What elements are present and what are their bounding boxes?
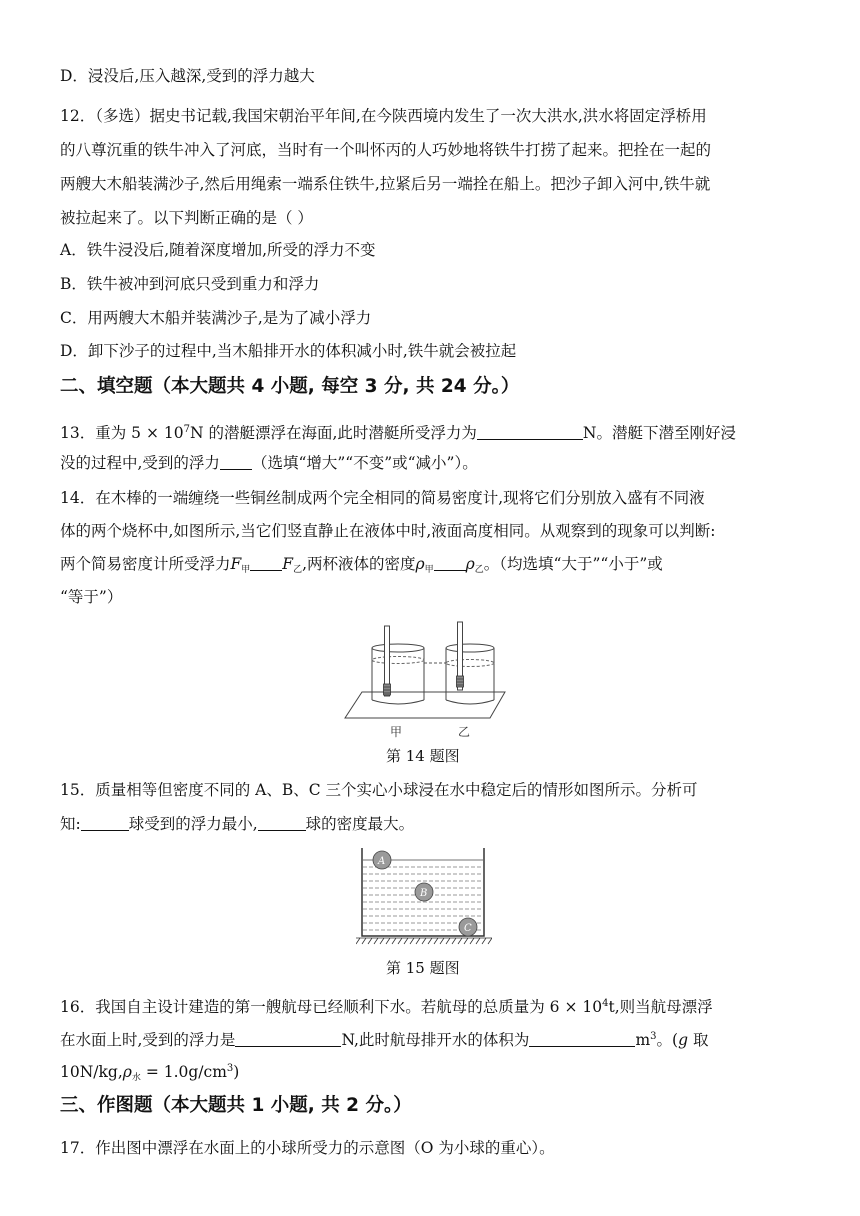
q14-fig-label-left: 甲 [390, 725, 403, 739]
q16-blank-2[interactable] [529, 1030, 635, 1047]
q12-option-c: C．用两艘大木船并装满沙子,是为了减小浮力 [60, 309, 372, 327]
q16-rho-sub: 水 [131, 1073, 141, 1084]
q15-figure [356, 846, 492, 946]
q16-line-3 [60, 1059, 800, 1088]
q16-text-j: ) [233, 1063, 240, 1082]
q14-caption: 第 14 题图 [386, 747, 460, 765]
q14-f-sub-yi: 乙 [293, 565, 303, 575]
q12-line-2: 的八尊沉重的铁牛冲入了河底，当时有一个叫怀丙的人巧妙地将铁牛打捞了起来。把拴在一起的 [60, 141, 712, 159]
q13-text-e: （选填“增大”“不变”或“减小”）。 [251, 454, 478, 472]
table-plane [345, 692, 505, 718]
q13-text-b: N 的潜艇漂浮在海面,此时潜艇所受浮力为 [189, 424, 477, 443]
q12-option-b: B．铁牛被冲到河底只受到重力和浮力 [60, 275, 320, 293]
q14-text-a: 两个简易密度计所受浮力 [60, 555, 231, 573]
q14-fig-label-right: 乙 [458, 725, 471, 739]
q17-line-1: 17．作出图中漂浮在水面上的小球所受力的示意图（O 为小球的重心）。 [60, 1139, 555, 1157]
q14-rho-symbol-2: ρ [465, 555, 475, 573]
ball-b [415, 883, 433, 901]
ball-c [459, 918, 477, 936]
q16-text-b: t,则当航母漂浮 [608, 998, 713, 1017]
ground-hatch [356, 938, 492, 944]
q16-g-symbol: g [678, 1031, 689, 1050]
q11-option-d: D．浸没后,压入越深,受到的浮力越大 [60, 67, 315, 85]
q14-rho-sub-jia: 甲 [424, 565, 434, 575]
q13-line-1 [60, 420, 800, 443]
q16-text-i: = 1.0g/cm [140, 1063, 227, 1082]
q16-text-e: m [635, 1031, 651, 1050]
q14-text-c: 。（均选填“大于”“小于”或 [483, 555, 663, 573]
ball-b-label: B [420, 888, 428, 899]
q16-blank-1[interactable] [235, 1030, 341, 1047]
q14-line-4: “等于”） [60, 588, 123, 606]
q15-blank-1[interactable] [81, 814, 129, 831]
q16-exponent-3: 3 [226, 1063, 234, 1074]
q16-text-g: 取 [688, 1031, 709, 1050]
q13-line-2 [60, 453, 800, 473]
q14-f-symbol-2: F [282, 555, 294, 573]
q16-line-1 [60, 994, 800, 1017]
ball-a-label: A [378, 856, 386, 867]
q14-rho-sub-yi: 乙 [474, 565, 484, 575]
q12-option-a: A．铁牛浸没后,随着深度增加,所受的浮力不变 [60, 241, 376, 259]
q16-text-f: 。( [656, 1031, 679, 1050]
q15-line-2 [60, 814, 800, 834]
q15-text-a: 知: [60, 815, 81, 833]
q12-option-d: D．卸下沙子的过程中,当木船排开水的体积减小时,铁牛就会被拉起 [60, 342, 517, 360]
q13-exponent: 7 [183, 424, 190, 435]
q13-blank-1[interactable] [477, 423, 583, 440]
hydrometer-jia [384, 626, 391, 696]
q15-blank-2[interactable] [258, 814, 306, 831]
q15-caption: 第 15 题图 [386, 959, 460, 977]
q15-line-1: 15．质量相等但密度不同的 A、B、C 三个实心小球浸在水中稳定后的情形如图所示。分析可 [60, 781, 698, 799]
q14-line-1: 14．在木棒的一端缠绕一些铜丝制成两个完全相同的简易密度计,现将它们分别放入盛有不同液 [60, 489, 705, 507]
q14-figure [340, 618, 520, 742]
q16-exponent-1: 4 [602, 998, 609, 1009]
q16-exponent-2: 3 [650, 1031, 657, 1042]
q14-line-3 [60, 554, 800, 580]
section-2-heading: 二、填空题（本大题共 4 小题, 每空 3 分, 共 24 分。） [60, 376, 520, 397]
q16-rho-symbol: ρ [122, 1063, 132, 1082]
q14-f-sub-jia: 甲 [241, 565, 251, 575]
q14-blank-2[interactable] [434, 554, 466, 571]
q13-blank-2[interactable] [220, 453, 252, 470]
q14-f-symbol: F [230, 555, 242, 573]
q14-line-2: 体的两个烧杯中,如图所示,当它们竖直静止在液体中时,液面高度相同。从观察到的现象可以判断: [60, 522, 716, 540]
ball-a [373, 851, 391, 869]
q15-text-c: 球的密度最大。 [305, 815, 415, 833]
hydrometer-yi [457, 622, 464, 690]
q14-rho-symbol: ρ [415, 555, 425, 573]
q16-text-a: 16．我国自主设计建造的第一艘航母已经顺利下水。若航母的总质量为 6 × 10 [60, 998, 603, 1017]
q16-text-d: N,此时航母排开水的体积为 [341, 1031, 530, 1050]
q16-line-2 [60, 1027, 800, 1050]
q16-text-h: 10N/kg, [60, 1063, 123, 1082]
q13-text-d: 没的过程中,受到的浮力 [60, 454, 220, 472]
beaker-jia [372, 644, 424, 704]
ball-c-label: C [464, 923, 472, 934]
q14-text-b: ,两杯液体的密度 [302, 555, 416, 573]
section-3-heading: 三、作图题（本大题共 1 小题, 共 2 分。） [60, 1095, 412, 1116]
q13-text-a: 13．重为 5 × 10 [60, 424, 184, 443]
q12-line-3: 两艘大木船装满沙子,然后用绳索一端系住铁牛,拉紧后另一端拴在船上。把沙子卸入河中,铁牛就 [60, 175, 711, 193]
q16-text-c: 在水面上时,受到的浮力是 [60, 1031, 236, 1050]
q13-text-c: N。潜艇下潜至刚好浸 [582, 424, 736, 443]
beaker-yi [446, 644, 494, 704]
q14-blank-1[interactable] [250, 554, 282, 571]
q12-line-4: 被拉起来了。以下判断正确的是（ ） [60, 209, 313, 227]
q12-line-1: 12．（多选）据史书记载,我国宋朝治平年间,在今陕西境内发生了一次大洪水,洪水将固定浮桥用 [60, 107, 707, 125]
q15-text-b: 球受到的浮力最小, [128, 815, 258, 833]
